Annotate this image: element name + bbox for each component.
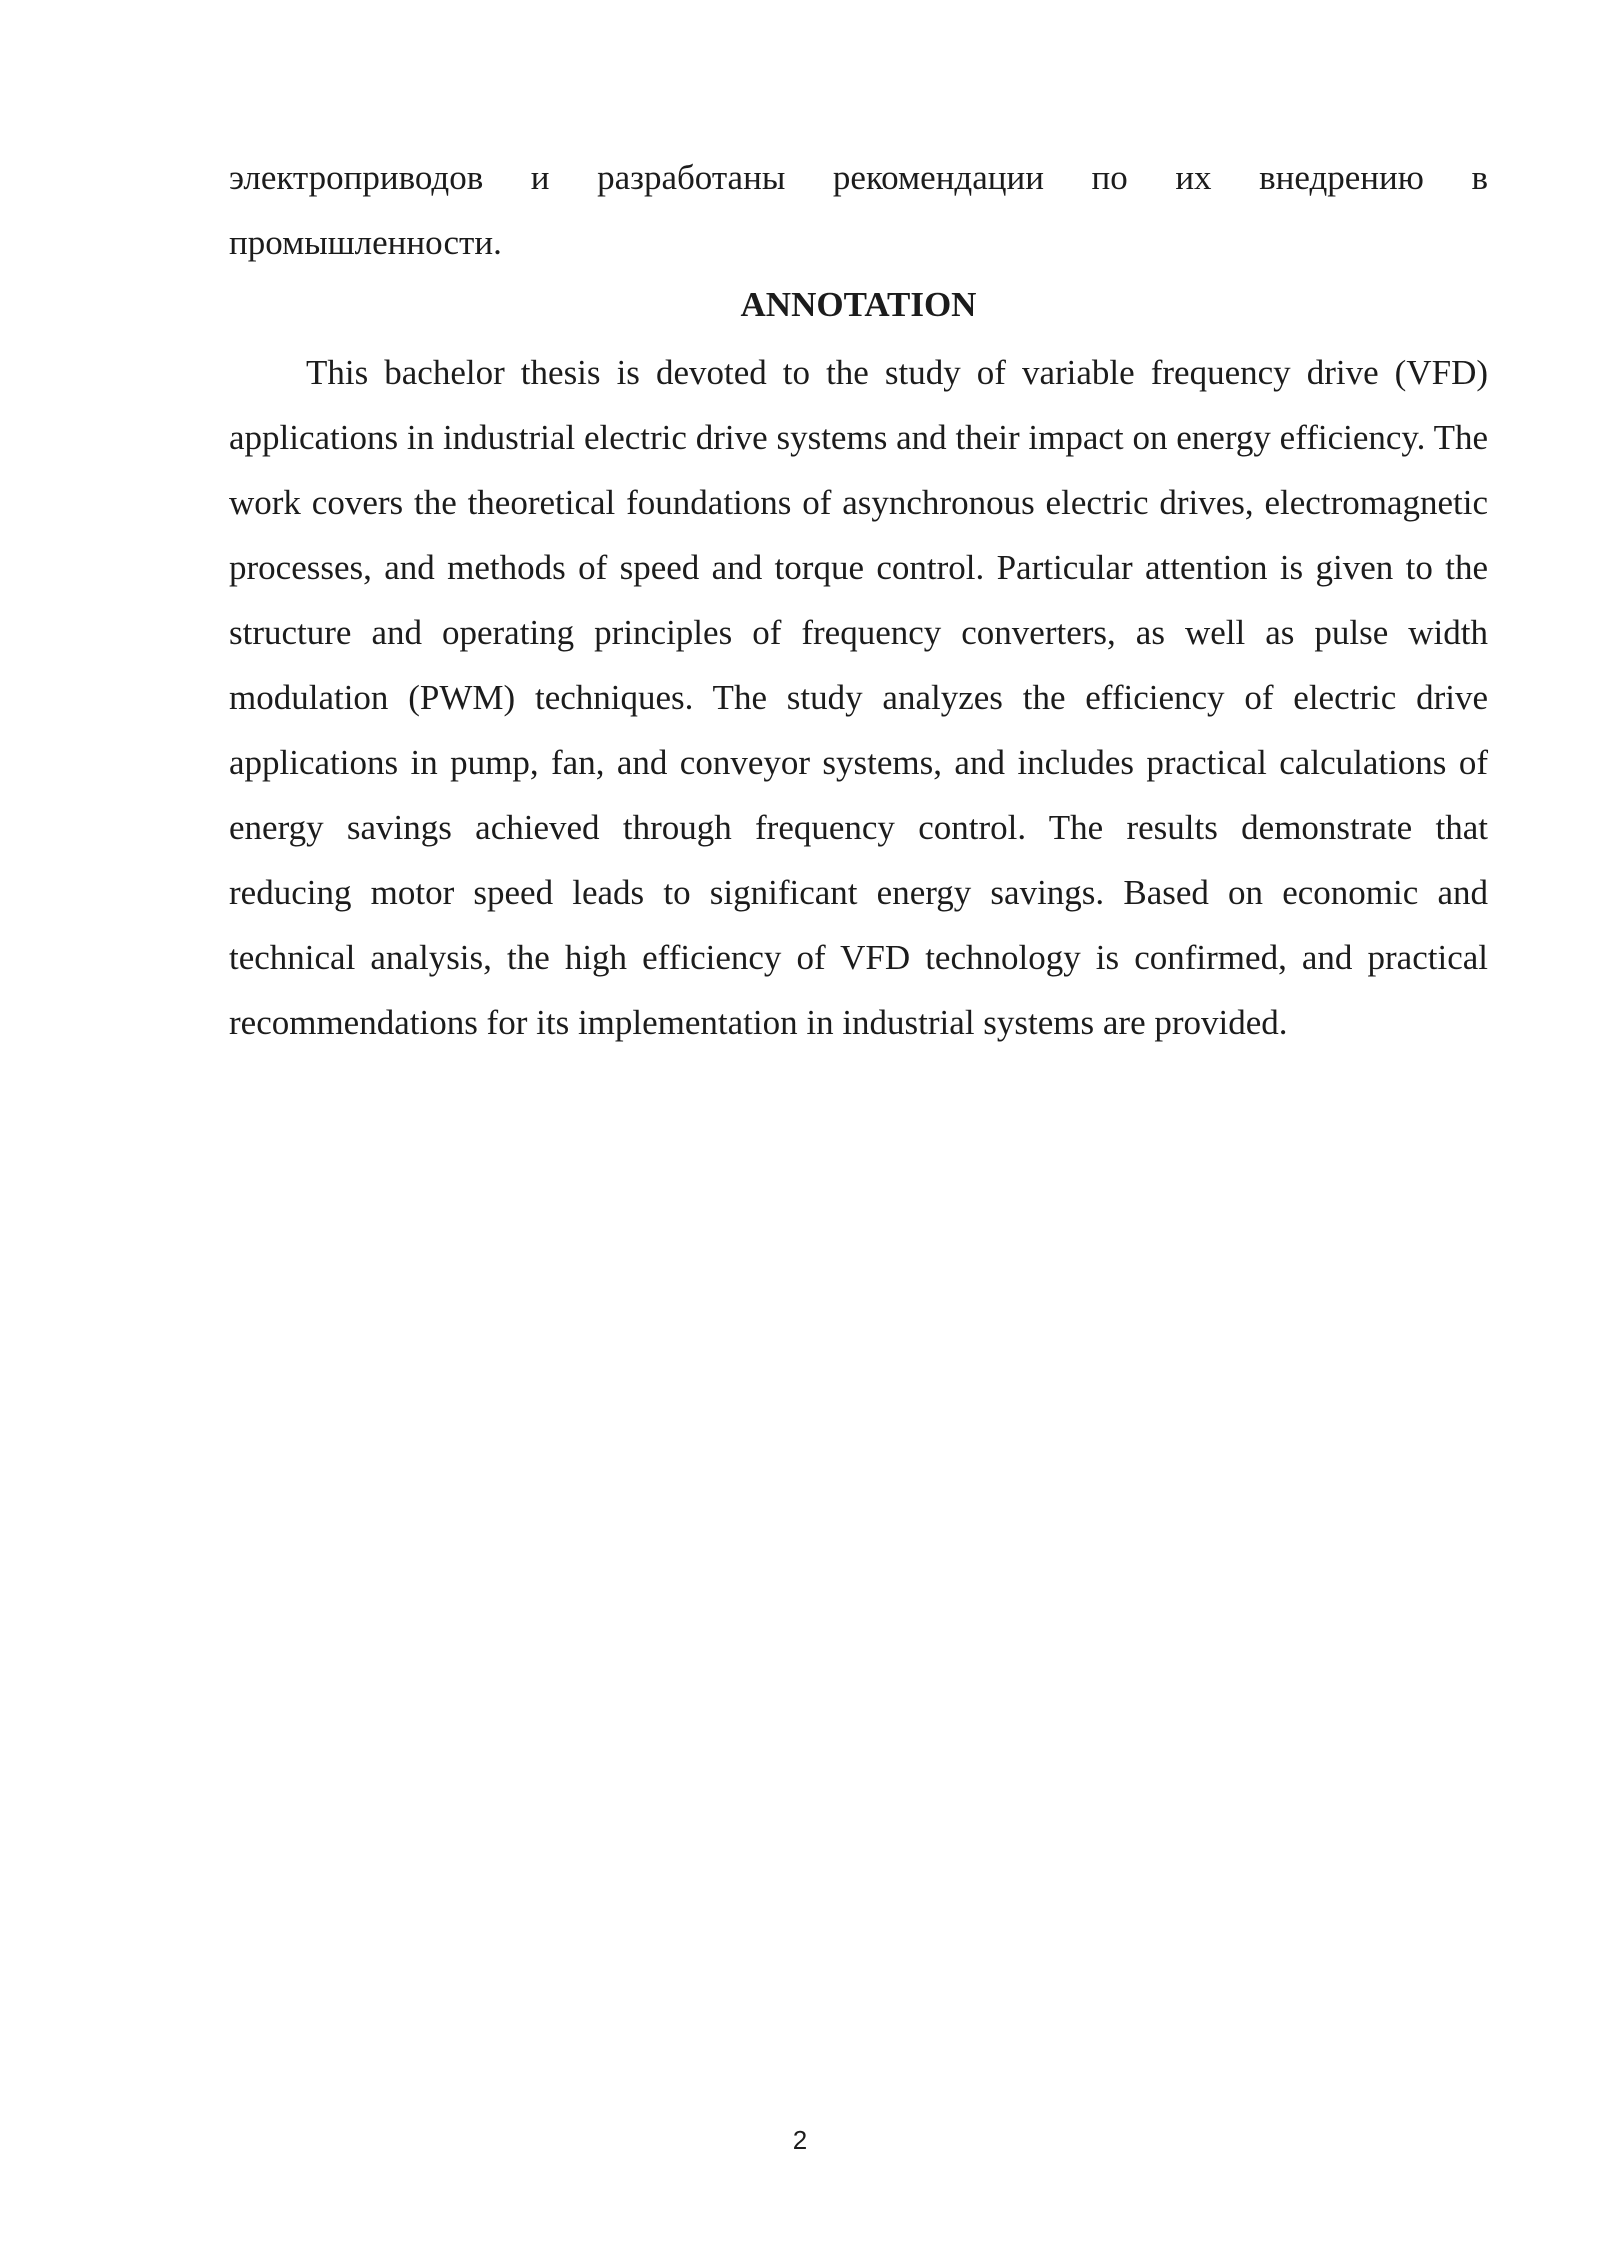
- annotation-heading: ANNOTATION: [740, 285, 977, 324]
- page-number: 2: [792, 2125, 808, 2155]
- annotation-paragraph: This bachelor thesis is devoted to the study of variable frequency drive (VFD) applications in industrial electric drive systems and their impact on energy efficiency. The work covers the theoretical foundations of asynchronous electric drives, electromagnetic processes, and methods of speed and torque control. Particular attention is given to the structure and operating principles of frequency converters, as well as pulse width modulation (PWM) techniques. The study analyzes the efficiency of electric drive applications in pump, fan, and conveyor systems, and includes practical calculations of energy savings achieved through frequency control. The results demonstrate that reducing motor speed leads to significant energy savings. Based on economic and technical analysis, the high efficiency of VFD technology is confirmed, and practical recommendations for its implementation in industrial systems are provided.: [229, 353, 1488, 1042]
- continuation-paragraph: электроприводов и разработаны рекомендации по их внедрению в промышленности.: [229, 158, 1488, 262]
